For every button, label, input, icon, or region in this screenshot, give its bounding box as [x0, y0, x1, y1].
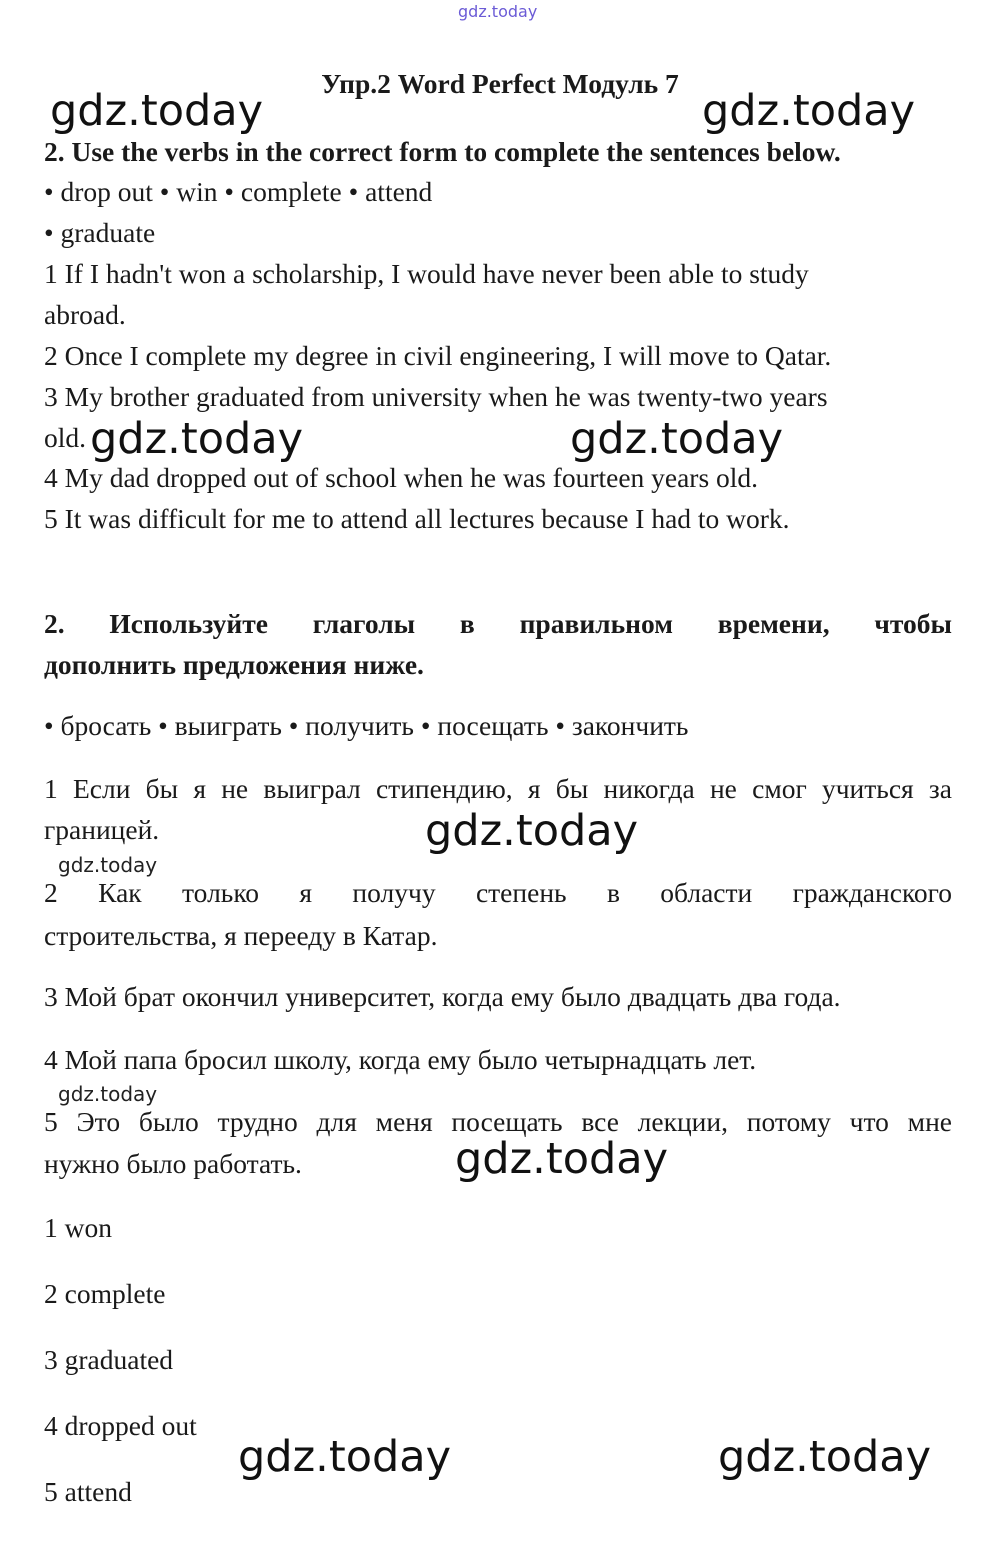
russian-instruction-line-2: дополнить предложения ниже. [44, 649, 424, 680]
russian-sentence-3: 3 Мой брат окончил университет, когда ему было двадцать два года. [44, 981, 841, 1012]
watermark: gdz.today [425, 806, 639, 856]
answer-2: 2 complete [44, 1278, 166, 1309]
russian-sentence-2-line-2: строительства, я перееду в Катар. [44, 920, 438, 951]
english-sentence-3-line-2: old. [44, 422, 87, 453]
watermark: gdz.today [718, 1432, 932, 1482]
page-title: Упр.2 Word Perfect Модуль 7 [321, 68, 679, 99]
english-sentence-1-line-2: abroad. [44, 299, 126, 330]
answer-4: 4 dropped out [44, 1410, 197, 1441]
watermark: gdz.today [238, 1432, 452, 1482]
watermark: gdz.today [702, 86, 916, 136]
english-word-bank-line-2: • graduate [44, 217, 156, 248]
english-sentence-2: 2 Once I complete my degree in civil engineering, I will move to Qatar. [44, 340, 832, 371]
russian-sentence-5-line-1: 5 Это было трудно для меня посещать все лекции, потому что мне [44, 1106, 952, 1137]
russian-sentence-1-line-2: границей. [44, 814, 160, 845]
watermark: gdz.today [50, 86, 264, 136]
russian-instruction-line-1: 2. Используйте глаголы в правильном времени, чтобы [44, 608, 952, 639]
english-sentence-5: 5 It was difficult for me to attend all lectures because I had to work. [44, 503, 790, 534]
watermark: gdz.today [58, 853, 158, 877]
russian-sentence-2-line-1: 2 Как только я получу степень в области гражданского [44, 877, 952, 908]
watermark: gdz.today [455, 1134, 669, 1184]
answer-1: 1 won [44, 1212, 112, 1243]
russian-word-bank: • бросать • выиграть • получить • посещать • закончить [44, 710, 689, 741]
watermark: gdz.today [90, 414, 304, 464]
russian-sentence-1-line-1: 1 Если бы я не выиграл стипендию, я бы никогда не смог учиться за [44, 773, 952, 804]
english-sentence-3-line-1: 3 My brother graduated from university when he was twenty-two years [44, 381, 828, 412]
english-sentence-1-line-1: 1 If I hadn't won a scholarship, I would have never been able to study [44, 258, 809, 289]
answer-3: 3 graduated [44, 1344, 174, 1375]
watermark: gdz.today [570, 414, 784, 464]
russian-sentence-5-line-2: нужно было работать. [44, 1148, 302, 1179]
english-instruction: 2. Use the verbs in the correct form to complete the sentences below. [44, 136, 841, 167]
russian-sentence-4: 4 Мой папа бросил школу, когда ему было четырнадцать лет. [44, 1044, 757, 1075]
watermark-top: gdz.today [458, 2, 538, 21]
english-word-bank-line-1: • drop out • win • complete • attend [44, 176, 433, 207]
english-sentence-4: 4 My dad dropped out of school when he was fourteen years old. [44, 462, 759, 493]
watermark: gdz.today [58, 1082, 158, 1106]
answer-5: 5 attend [44, 1476, 132, 1507]
